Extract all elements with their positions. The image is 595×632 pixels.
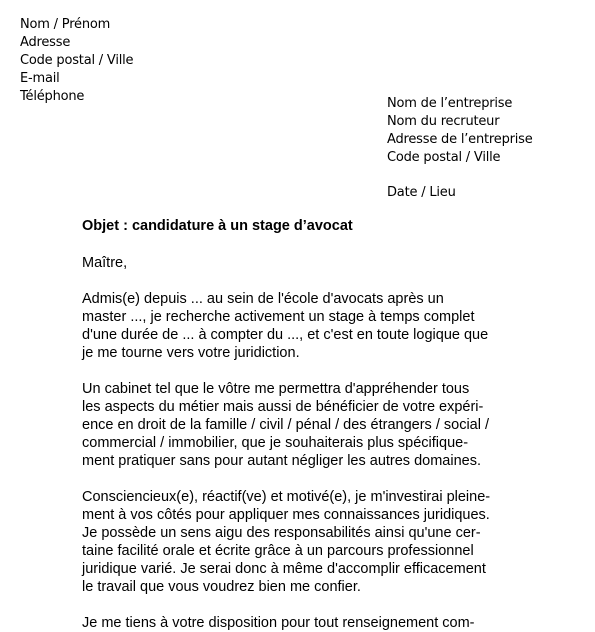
paragraph-line: je me tourne vers votre juridiction. (82, 345, 300, 361)
paragraph-line: taine facilité orale et écrite grâce à un parcours professionnel (82, 543, 474, 559)
paragraph-line: ment à vos côtés pour appliquer mes connaissances juridiques. (82, 507, 490, 523)
paragraph-line: Admis(e) depuis ... au sein de l'école d'avocats après un (82, 291, 444, 307)
recipient-address: Adresse de l’entreprise (387, 132, 533, 147)
paragraph-line: ence en droit de la famille / civil / pénal / des étrangers / social / (82, 417, 490, 433)
sender-postal-city: Code postal / Ville (20, 53, 134, 68)
sender-address: Adresse (20, 35, 71, 50)
recipient-recruiter: Nom du recruteur (387, 114, 500, 129)
sender-email: E-mail (20, 71, 60, 86)
sender-name: Nom / Prénom (20, 17, 111, 32)
paragraph-1 (82, 290, 488, 362)
recipient-postal-city: Code postal / Ville (387, 150, 501, 165)
paragraph-line: les aspects du métier mais aussi de bénéficier de votre expéri- (82, 399, 484, 415)
paragraph-4 (82, 614, 475, 632)
paragraph-3 (82, 488, 490, 596)
paragraph-line: Consciencieux(e), réactif(ve) et motivé(e), je m'investirai pleine- (82, 489, 491, 505)
paragraph-line: master ..., je recherche activement un stage à temps complet (82, 309, 475, 325)
sender-block (20, 16, 133, 106)
paragraph-line: ment pratiquer sans pour autant négliger les autres domaines. (82, 453, 481, 469)
paragraph-2 (82, 380, 489, 470)
paragraph-line: juridique varié. Je serai donc à même d'accomplir efficacement (82, 561, 486, 577)
paragraph-line: le travail que vous voudrez bien me confier. (82, 579, 361, 595)
paragraph-line: Je me tiens à votre disposition pour tout renseignement com- (82, 615, 475, 631)
paragraph-line: Je possède un sens aigu des responsabilités ainsi qu'une cer- (82, 525, 481, 541)
letter-subject: Objet : candidature à un stage d’avocat (82, 218, 353, 234)
paragraph-line: commercial / immobilier, que je souhaiterais plus spécifique- (82, 435, 469, 451)
paragraph-line: Un cabinet tel que le vôtre me permettra d'appréhender tous (82, 381, 470, 397)
date-place: Date / Lieu (387, 185, 456, 200)
letter-greeting: Maître, (82, 255, 128, 271)
sender-phone: Téléphone (20, 89, 85, 104)
recipient-company: Nom de l’entreprise (387, 96, 513, 111)
recipient-block (387, 95, 533, 167)
paragraph-line: d'une durée de ... à compter du ..., et c'est en toute logique que (82, 327, 489, 343)
